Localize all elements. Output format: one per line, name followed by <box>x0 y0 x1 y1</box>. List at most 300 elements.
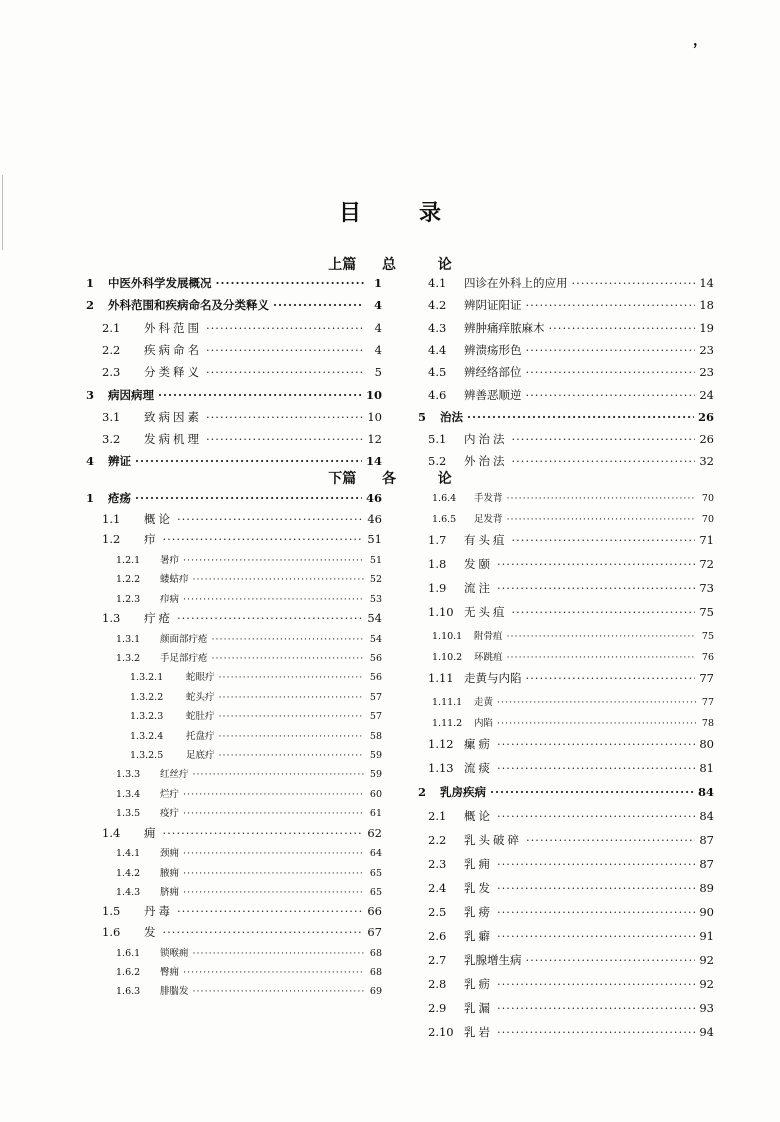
toc-entry-title: 发 <box>144 925 159 939</box>
toc-entry-number: 2.1 <box>428 809 447 823</box>
toc-entry-number: 1.2.1 <box>116 554 141 566</box>
toc-entry-number: 1 <box>86 276 95 290</box>
toc-leader-dots <box>497 929 695 943</box>
toc-entry-title: 瘰疬 <box>464 737 493 751</box>
toc-entry-title: 颜面部疔疮 <box>160 633 208 645</box>
toc-entry-number: 2.1 <box>102 320 121 335</box>
toc-entry[interactable] <box>418 670 714 686</box>
toc-entry[interactable] <box>418 628 714 642</box>
toc-leader-dots <box>206 432 363 446</box>
toc-leader-dots <box>526 298 696 312</box>
toc-entry-number: 1.3.2.5 <box>130 750 164 761</box>
toc-entry-number: 2.3 <box>428 857 447 871</box>
toc-entry[interactable] <box>418 649 714 663</box>
toc-entry-page: 51 <box>369 554 382 566</box>
toc-entry[interactable] <box>86 453 382 469</box>
toc-entry-title: 辨经络部位 <box>464 365 522 380</box>
toc-entry[interactable] <box>418 904 714 920</box>
toc-leader-dots <box>219 672 364 683</box>
toc-entry-page: 4 <box>373 298 382 313</box>
toc-entry-title: 环跳疽 <box>474 652 503 663</box>
toc-leader-dots <box>497 557 695 571</box>
toc-entry-title: 腋痈 <box>160 867 180 879</box>
toc-entry-number: 1.10 <box>428 605 454 619</box>
toc-leader-dots <box>177 611 363 625</box>
toc-entry[interactable] <box>86 884 382 898</box>
toc-leader-dots <box>183 555 364 566</box>
toc-entry[interactable] <box>86 591 382 605</box>
toc-entry-page: 94 <box>699 1025 714 1039</box>
toc-entry[interactable] <box>86 728 382 742</box>
toc-entry-number: 4 <box>86 454 95 469</box>
toc-entry-number: 2.2 <box>102 342 121 357</box>
toc-entry-title: 发病机理 <box>144 432 202 447</box>
toc-entry-title: 疖 <box>144 532 159 547</box>
toc-entry[interactable] <box>86 511 382 527</box>
toc-entry-number: 1.4.2 <box>116 867 141 879</box>
toc-entry[interactable] <box>86 342 382 358</box>
toc-entry-page: 61 <box>369 808 382 820</box>
toc-entry-page: 90 <box>699 905 714 919</box>
toc-entry-title: 外科范围和疾病命名及分类释义 <box>108 298 269 313</box>
toc-entry[interactable] <box>418 532 714 548</box>
toc-entry-number: 1.11.1 <box>432 697 463 708</box>
toc-entry[interactable] <box>418 431 714 447</box>
toc-entry-page: 66 <box>367 904 382 919</box>
toc-entry-page: 92 <box>699 953 714 967</box>
toc-entry-title: 流痰 <box>464 761 493 775</box>
toc-entry-number: 1.4 <box>102 825 121 840</box>
toc-entry-page: 75 <box>701 631 714 642</box>
toc-entry-number: 1.4.1 <box>116 848 141 860</box>
toc-entry-page: 73 <box>699 581 714 595</box>
toc-entry-number: 4.5 <box>428 365 447 380</box>
part-heading-specific-char1: 各 <box>382 471 396 487</box>
toc-entry-number: 1.3.2.4 <box>130 730 164 742</box>
toc-entry-title: 乳岩 <box>464 1025 493 1039</box>
toc-entry-page: 26 <box>699 432 714 447</box>
toc-leader-dots <box>526 833 695 847</box>
toc-leader-dots <box>183 868 364 879</box>
toc-entry-number: 1.3.2.2 <box>130 691 164 703</box>
toc-entry-title: 无头疽 <box>464 605 508 619</box>
toc-entry-number: 4.1 <box>428 276 447 290</box>
toc-entry-title: 手足部疔疮 <box>160 653 208 664</box>
toc-entry-title: 臀痈 <box>160 967 180 978</box>
part-heading-general <box>300 254 480 274</box>
toc-entry-number: 2.3 <box>102 365 121 380</box>
toc-entry-number: 3 <box>86 387 95 402</box>
toc-leader-dots <box>183 594 364 605</box>
toc-entry[interactable] <box>86 275 382 291</box>
toc-entry-page: 84 <box>699 809 714 823</box>
toc-entry[interactable] <box>86 650 382 664</box>
toc-entry-title: 足底疔 <box>186 750 215 761</box>
toc-entry-title: 乳腺增生病 <box>464 953 522 967</box>
toc-entry-title: 乳发 <box>464 881 493 895</box>
toc-entry[interactable] <box>86 552 382 566</box>
toc-entry-title: 足发背 <box>474 514 503 525</box>
toc-entry-number: 2.5 <box>428 905 447 919</box>
toc-entry-title: 分类释义 <box>144 365 202 380</box>
toc-leader-dots <box>212 634 364 645</box>
toc-entry-title: 蛇肚疔 <box>186 711 215 723</box>
toc-entry[interactable] <box>418 387 714 403</box>
toc-leader-dots <box>219 750 364 761</box>
toc-entry[interactable] <box>418 715 714 729</box>
toc-entry-number: 4.2 <box>428 298 447 313</box>
toc-leader-dots <box>193 574 364 585</box>
part-heading-general-char1: 总 <box>382 257 396 273</box>
toc-entry-page: 78 <box>701 718 714 729</box>
toc-entry-title: 腓腨发 <box>160 986 189 998</box>
toc-entry[interactable] <box>86 571 382 585</box>
toc-entry-title: 中医外科学发展概况 <box>108 276 212 290</box>
toc-entry[interactable] <box>86 766 382 780</box>
toc-entry[interactable] <box>418 453 714 469</box>
toc-entry-number: 1.10.1 <box>432 631 463 642</box>
toc-entry[interactable] <box>86 825 382 841</box>
toc-entry-page: 91 <box>699 929 714 943</box>
toc-entry-number: 1.8 <box>428 557 447 571</box>
toc-entry-page: 24 <box>699 387 714 402</box>
toc-leader-dots <box>526 343 696 357</box>
toc-entry-page: 51 <box>367 532 382 547</box>
toc-entry-page: 77 <box>699 671 714 685</box>
toc-leader-dots <box>497 718 696 729</box>
toc-entry[interactable] <box>418 364 714 380</box>
toc-entry-page: 92 <box>699 977 714 991</box>
toc-entry-title: 乳疬 <box>464 977 493 991</box>
toc-leader-dots <box>497 737 695 751</box>
toc-entry-number: 1.12 <box>428 737 454 751</box>
toc-entry[interactable] <box>86 903 382 919</box>
toc-entry-number: 4.4 <box>428 342 447 357</box>
toc-entry-title: 发颐 <box>464 557 493 571</box>
toc-leader-dots <box>497 761 695 775</box>
toc-entry-page: 58 <box>369 730 382 742</box>
toc-entry[interactable] <box>418 952 714 968</box>
toc-entry-title: 疖病 <box>160 593 180 605</box>
toc-entry-page: 56 <box>369 653 382 664</box>
toc-entry[interactable] <box>418 694 714 708</box>
toc-entry-number: 2.4 <box>428 881 447 895</box>
toc-entry-page: 69 <box>369 986 382 998</box>
toc-entry-number: 1.3.2.3 <box>130 711 164 723</box>
toc-entry-number: 1.6.3 <box>116 986 141 998</box>
toc-entry-number: 1.9 <box>428 581 447 595</box>
toc-entry-title: 疔疮 <box>144 611 173 625</box>
toc-entry-title: 烂疔 <box>160 788 180 800</box>
toc-entry-page: 4 <box>374 320 382 335</box>
toc-entry-number: 1.2.3 <box>116 593 141 605</box>
toc-entry-number: 1.3.4 <box>116 788 141 800</box>
toc-entry-page: 10 <box>367 409 382 424</box>
toc-entry-page: 14 <box>365 454 382 469</box>
part-heading-specific-label: 下篇 <box>328 471 357 487</box>
toc-entry[interactable] <box>418 490 714 504</box>
toc-entry[interactable] <box>418 976 714 992</box>
toc-entry[interactable] <box>86 387 382 403</box>
toc-entry-number: 1.3.3 <box>116 769 141 781</box>
toc-entry-page: 67 <box>367 925 382 939</box>
toc-entry-page: 54 <box>367 611 382 625</box>
toc-leader-dots <box>490 785 694 799</box>
toc-entry[interactable] <box>418 928 714 944</box>
corner-mark: ， <box>693 33 707 49</box>
toc-entry[interactable] <box>418 784 714 800</box>
toc-leader-dots <box>526 388 696 402</box>
toc-entry-page: 64 <box>369 848 382 860</box>
toc-entry-page: 5 <box>374 365 382 380</box>
toc-entry[interactable] <box>86 297 382 313</box>
toc-entry-page: 70 <box>701 493 714 504</box>
toc-entry[interactable] <box>418 1000 714 1016</box>
toc-leader-dots <box>193 948 364 959</box>
toc-leader-dots <box>512 605 696 619</box>
toc-entry[interactable] <box>418 856 714 872</box>
toc-entry-title: 有头疽 <box>464 533 508 547</box>
toc-entry-title: 治法 <box>440 409 463 424</box>
toc-entry[interactable] <box>86 924 382 940</box>
toc-leader-dots <box>177 512 363 526</box>
toc-entry-title: 颈痈 <box>160 848 180 860</box>
toc-leader-dots <box>206 365 364 379</box>
toc-leader-dots <box>177 904 363 918</box>
toc-entry[interactable] <box>86 409 382 425</box>
toc-entry-title: 乳癖 <box>464 929 493 943</box>
toc-leader-dots <box>497 697 696 708</box>
toc-entry-page: 70 <box>701 514 714 525</box>
toc-entry-number: 1.1 <box>102 511 121 526</box>
toc-entry-title: 四诊在外科上的应用 <box>464 276 568 290</box>
toc-entry-number: 1.7 <box>428 533 447 547</box>
toc-leader-dots <box>497 1025 695 1039</box>
toc-leader-dots <box>183 789 364 800</box>
toc-leader-dots <box>163 925 364 939</box>
toc-entry-page: 26 <box>697 409 714 424</box>
toc-entry-page: 93 <box>699 1001 714 1015</box>
toc-entry[interactable] <box>86 964 382 978</box>
toc-entry[interactable] <box>86 431 382 447</box>
toc-leader-dots <box>497 977 695 991</box>
toc-entry-title: 流注 <box>464 581 493 595</box>
toc-entry-number: 2.7 <box>428 953 447 967</box>
toc-entry-title: 概论 <box>144 511 173 526</box>
toc-leader-dots <box>212 653 364 664</box>
toc-entry-title: 走黄与内陷 <box>464 671 522 685</box>
toc-leader-dots <box>193 769 364 780</box>
toc-entry-page: 68 <box>369 967 382 978</box>
toc-entry-title: 病因病理 <box>108 387 154 402</box>
toc-entry-page: 32 <box>699 454 714 469</box>
toc-entry-number: 2.9 <box>428 1001 447 1015</box>
toc-entry[interactable] <box>418 342 714 358</box>
toc-entry-page: 81 <box>699 761 714 775</box>
toc-leader-dots <box>497 581 695 595</box>
toc-entry[interactable] <box>86 983 382 997</box>
toc-leader-dots <box>549 321 696 335</box>
toc-leader-dots <box>497 1001 695 1015</box>
toc-entry-title: 乳痈 <box>464 857 493 871</box>
toc-entry-number: 1.13 <box>428 761 454 775</box>
toc-entry[interactable] <box>418 880 714 896</box>
part-heading-specific <box>300 468 480 488</box>
title-char-2: 录 <box>419 200 442 226</box>
toc-entry[interactable] <box>418 297 714 313</box>
toc-entry-number: 1.6.2 <box>116 967 141 978</box>
toc-leader-dots <box>497 905 695 919</box>
toc-entry[interactable] <box>418 736 714 752</box>
toc-entry[interactable] <box>418 275 714 291</box>
toc-entry-number: 1.3.2.1 <box>130 672 164 684</box>
toc-entry[interactable] <box>418 832 714 848</box>
toc-entry[interactable] <box>86 708 382 722</box>
toc-entry-page: 71 <box>699 533 714 547</box>
toc-leader-dots <box>216 276 365 290</box>
toc-entry-page: 23 <box>699 365 714 380</box>
toc-entry-title: 内陷 <box>474 718 494 729</box>
toc-entry-page: 59 <box>369 750 382 761</box>
toc-entry-number: 1.11 <box>428 671 454 685</box>
toc-entry-page: 12 <box>367 432 382 447</box>
toc-entry-page: 23 <box>699 342 714 357</box>
toc-entry-page: 84 <box>697 785 714 799</box>
toc-entry-title: 疮疡 <box>108 491 131 505</box>
toc-entry-title: 疫疔 <box>160 808 180 820</box>
toc-entry[interactable] <box>86 747 382 761</box>
toc-entry[interactable] <box>86 845 382 859</box>
part-heading-general-char2: 论 <box>437 257 452 273</box>
toc-leader-dots <box>497 857 695 871</box>
toc-leader-dots <box>163 532 364 546</box>
toc-entry[interactable] <box>418 511 714 525</box>
toc-entry-title: 丹毒 <box>144 904 173 919</box>
toc-entry-number: 5 <box>418 409 427 424</box>
toc-entry-title: 手发背 <box>474 493 503 504</box>
toc-leader-dots <box>526 671 696 685</box>
toc-entry-page: 76 <box>701 652 714 663</box>
toc-entry-number: 1 <box>86 491 95 505</box>
toc-leader-dots <box>497 881 695 895</box>
toc-entry-title: 乳痨 <box>464 905 493 919</box>
toc-entry-title: 附骨疽 <box>474 631 503 642</box>
toc-leader-dots <box>219 731 364 742</box>
toc-entry[interactable] <box>86 689 382 703</box>
toc-entry[interactable] <box>418 808 714 824</box>
toc-leader-dots <box>572 276 696 290</box>
toc-entry-page: 77 <box>701 697 714 708</box>
toc-leader-dots <box>507 514 696 525</box>
toc-entry[interactable] <box>418 604 714 620</box>
toc-entry-title: 乳头破碎 <box>464 833 522 847</box>
toc-entry-page: 57 <box>369 691 382 703</box>
toc-entry-number: 4.6 <box>428 387 447 402</box>
toc-entry[interactable] <box>418 409 714 425</box>
toc-leader-dots <box>183 808 364 819</box>
toc-entry-title: 蝼蛄疖 <box>160 574 189 586</box>
toc-entry-page: 59 <box>369 769 382 781</box>
toc-leader-dots <box>219 711 364 722</box>
toc-entry-title: 蛇眼疔 <box>186 672 215 684</box>
toc-leader-dots <box>512 454 696 468</box>
toc-entry[interactable] <box>86 490 382 506</box>
toc-entry-title: 辨证 <box>108 454 131 469</box>
toc-leader-dots <box>273 298 364 312</box>
toc-leader-dots <box>206 343 364 357</box>
toc-entry[interactable] <box>86 945 382 959</box>
toc-entry-number: 3.2 <box>102 432 121 447</box>
toc-entry[interactable] <box>86 610 382 626</box>
toc-entry-title: 脐痈 <box>160 887 180 898</box>
toc-leader-dots <box>158 388 362 402</box>
toc-entry[interactable] <box>86 669 382 683</box>
toc-entry-number: 1.11.2 <box>432 718 463 729</box>
toc-entry[interactable] <box>418 1024 714 1040</box>
toc-entry[interactable] <box>418 320 714 336</box>
toc-entry[interactable] <box>86 320 382 336</box>
toc-leader-dots <box>206 410 363 424</box>
toc-entry-page: 54 <box>369 633 382 645</box>
toc-entry-page: 89 <box>699 881 714 895</box>
toc-entry[interactable] <box>86 531 382 547</box>
toc-entry-title: 外科范围 <box>144 320 202 335</box>
toc-leader-dots <box>507 493 696 504</box>
toc-entry-page: 52 <box>369 574 382 586</box>
toc-entry[interactable] <box>418 760 714 776</box>
part-heading-general-label: 上篇 <box>328 257 357 273</box>
toc-entry-title: 乳房疾病 <box>440 785 486 799</box>
toc-entry-number: 1.3.5 <box>116 808 141 820</box>
toc-leader-dots <box>135 491 362 505</box>
toc-leader-dots <box>512 533 696 547</box>
toc-entry-page: 18 <box>699 298 714 313</box>
toc-leader-dots <box>467 410 694 424</box>
toc-leader-dots <box>183 848 364 859</box>
toc-entry[interactable] <box>86 631 382 645</box>
toc-entry-page: 75 <box>699 605 714 619</box>
toc-entry-page: 72 <box>699 557 714 571</box>
toc-leader-dots <box>206 321 364 335</box>
toc-entry-page: 10 <box>365 387 382 402</box>
toc-entry-page: 62 <box>367 825 382 840</box>
toc-entry[interactable] <box>418 556 714 572</box>
toc-leader-dots <box>507 631 696 642</box>
toc-entry-number: 2.10 <box>428 1025 454 1039</box>
toc-entry-page: 80 <box>699 737 714 751</box>
toc-entry[interactable] <box>86 364 382 380</box>
toc-leader-dots <box>526 953 696 967</box>
page-title <box>0 196 780 227</box>
toc-entry[interactable] <box>86 805 382 819</box>
toc-entry-title: 红丝疔 <box>160 769 189 781</box>
toc-entry-number: 1.6.4 <box>432 493 457 504</box>
toc-entry[interactable] <box>86 865 382 879</box>
toc-entry-page: 65 <box>369 867 382 879</box>
toc-entry[interactable] <box>418 580 714 596</box>
toc-entry[interactable] <box>86 786 382 800</box>
toc-leader-dots <box>183 887 364 898</box>
toc-entry-number: 3.1 <box>102 409 121 424</box>
toc-entry-number: 5.1 <box>428 432 447 447</box>
toc-entry-page: 4 <box>374 342 382 357</box>
toc-leader-dots <box>193 986 364 997</box>
toc-entry-title: 致病因素 <box>144 409 202 424</box>
toc-leader-dots <box>512 432 696 446</box>
toc-entry-page: 14 <box>699 276 714 290</box>
toc-entry-number: 1.6.1 <box>116 947 141 959</box>
part-heading-specific-char2: 论 <box>437 471 452 487</box>
